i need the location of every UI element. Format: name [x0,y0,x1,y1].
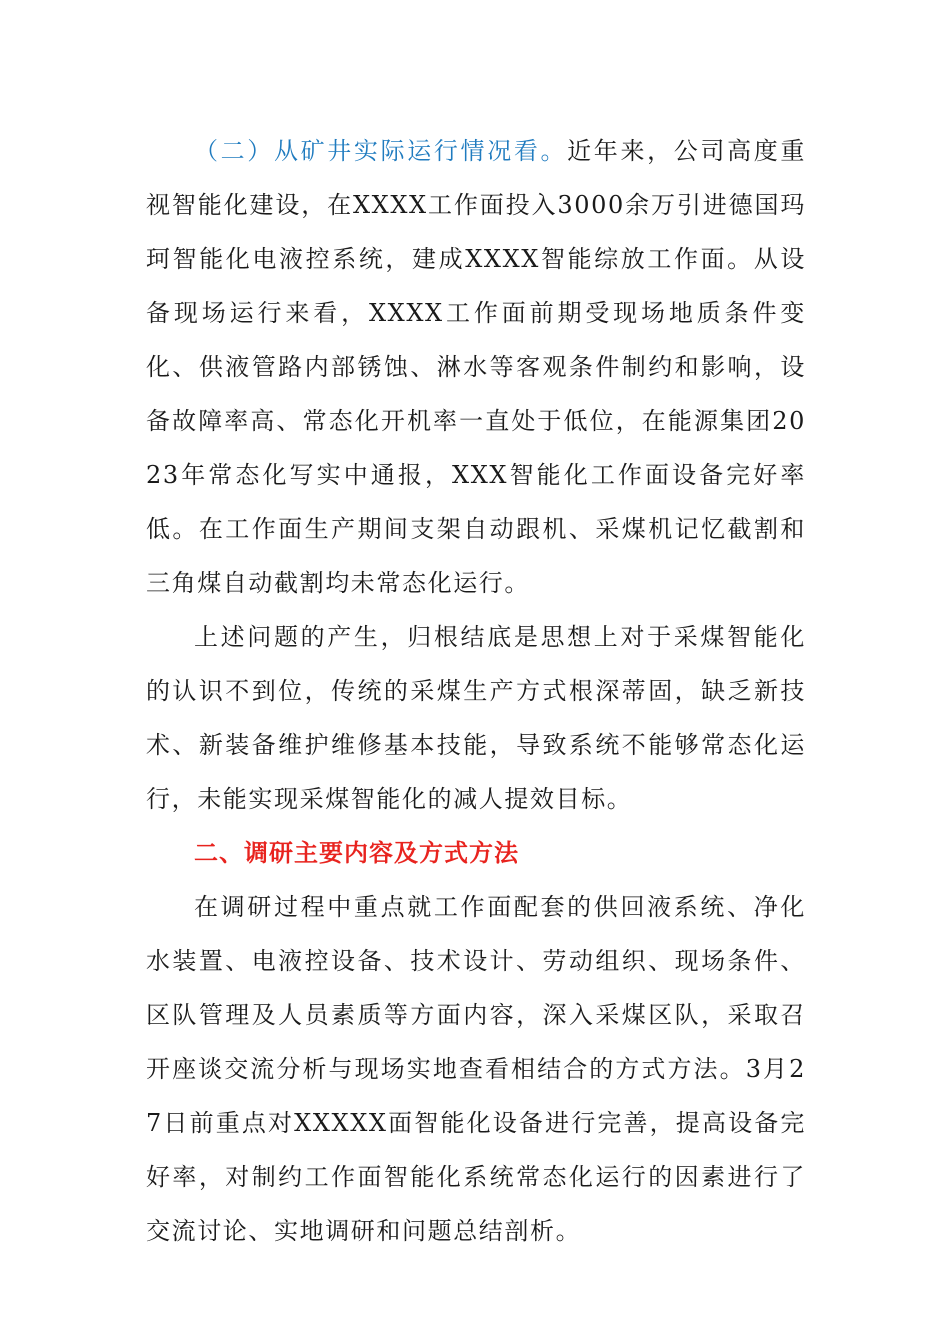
section-heading-2: 二、调研主要内容及方式方法 [194,839,519,867]
summary-paragraph: 上述问题的产生，归根结底是思想上对于采煤智能化的认识不到位，传统的采煤生产方式根深蒂固，缺乏新技术、新装备维护维修基本技能，导致系统不能够常态化运行，未能实现采煤智能化的减人提效目标。 [146,623,806,813]
document-content [146,124,806,1258]
section-2-lead: （二）从矿井实际运行情况看。 [194,137,568,165]
section-2-body: 近年来，公司高度重视智能化建设，在XXXX工作面投入3000余万引进德国玛珂智能化电液控系统，建成XXXX智能综放工作面。从设备现场运行来看，XXXX工作面前期受现场地质条件变化、供液管路内部锈蚀、淋水等客观条件制约和影响，设备故障率高、常态化开机率一直处于低位，在能源集团2023年常态化写实中通报，XXX智能化工作面设备完好率低。在工作面生产期间支架自动跟机、采煤机记忆截割和三角煤自动截割均未常态化运行。 [146,137,806,597]
section-2-paragraph [146,124,806,610]
methods-paragraph: 在调研过程中重点就工作面配套的供回液系统、净化水装置、电液控设备、技术设计、劳动组织、现场条件、区队管理及人员素质等方面内容，深入采煤区队，采取召开座谈交流分析与现场实地查看相结合的方式方法。3月27日前重点对XXXXX面智能化设备进行完善，提高设备完好率，对制约工作面智能化系统常态化运行的因素进行了交流讨论、实地调研和问题总结剖析。 [146,893,806,1245]
